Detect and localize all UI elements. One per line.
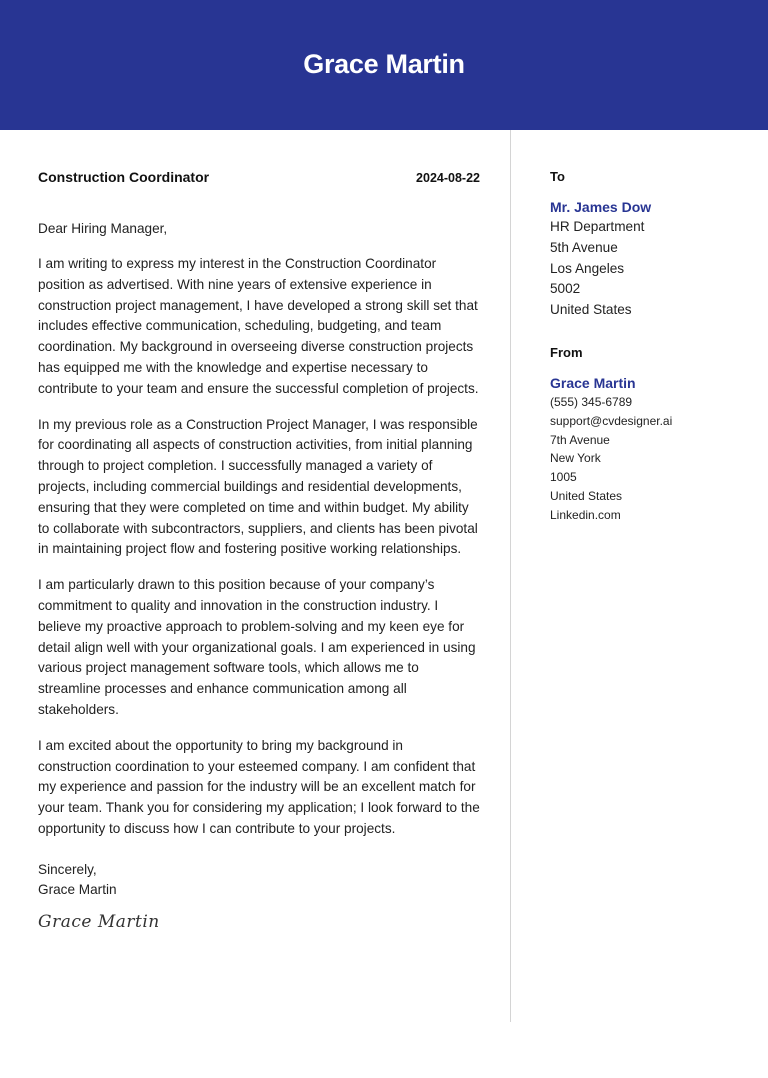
closing-text: Sincerely, xyxy=(38,861,97,877)
sender-street: 7th Avenue xyxy=(550,432,610,447)
applicant-name: Grace Martin xyxy=(303,48,465,79)
paragraph-2: In my previous role as a Construction Project Manager, I was responsible for coordinating all aspects of construction activities, from initial planning through to project completion. I successfully managed a variety of projects, including commercial buildings and residential developments, ensuring that they were completed on time and within budget. My ability to collaborate with subcontractors, suppliers, and clients has been pivotal in maintaining project flow and fostering positive working relationships. xyxy=(38,416,478,557)
recipient-name: Mr. James Dow xyxy=(550,199,652,215)
paragraph-3: I am particularly drawn to this position because of your company’s commitment to quality and innovation in the construction industry. I believe my proactive approach to problem-solving and my keen eye for detail align well with your organizational goals. I am experienced in using various project management software tools, which allows me to streamline processes and enhance communication among all stakeholders. xyxy=(38,577,476,717)
salutation: Dear Hiring Manager, xyxy=(38,221,168,236)
handwritten-signature: Grace Martin xyxy=(38,911,160,932)
recipient-department: HR Department xyxy=(550,219,645,234)
sender-linkedin: Linkedin.com xyxy=(550,507,621,522)
header-banner xyxy=(0,0,768,130)
sender-name: Grace Martin xyxy=(550,374,636,391)
to-heading: To xyxy=(550,169,565,184)
recipient-street: 5th Avenue xyxy=(550,239,618,255)
letter-body xyxy=(38,169,480,932)
paragraph-1: I am writing to express my interest in the Construction Coordinator position as advertised. With nine years of extensive experience in construction project management, I have developed a strong skill set that includes effective communication, scheduling, budgeting, and team coordination. My background in overseeing diverse construction projects has equipped me with the knowledge and expertise necessary to contribute to your team and ensure the successful completion of projects. xyxy=(38,256,479,396)
recipient-city: Los Angeles xyxy=(550,260,625,276)
letter-date: 2024-08-22 xyxy=(416,171,480,185)
closing-block xyxy=(38,860,480,900)
closing-name: Grace Martin xyxy=(38,881,117,897)
sender-email: support@cvdesigner.ai xyxy=(550,413,673,428)
recipient-zip: 5002 xyxy=(550,281,581,297)
from-heading: From xyxy=(550,344,583,360)
sender-city: New York xyxy=(550,451,601,466)
job-title: Construction Coordinator xyxy=(38,169,210,185)
recipient-country: United States xyxy=(550,302,632,318)
sender-zip: 1005 xyxy=(550,470,577,485)
sender-phone: (555) 345-6789 xyxy=(550,394,633,409)
column-divider xyxy=(510,130,511,1022)
paragraph-4: I am excited about the opportunity to bring my background in construction coordination to your esteemed company. I am confident that my experience and passion for the industry will be an excellent match for your team. Thank you for considering my application; I look forward to the opportunity to discuss how I can contribute to your projects. xyxy=(38,737,480,836)
letter-meta xyxy=(38,169,480,185)
address-sidebar xyxy=(550,169,750,525)
sender-country: United States xyxy=(550,488,623,503)
